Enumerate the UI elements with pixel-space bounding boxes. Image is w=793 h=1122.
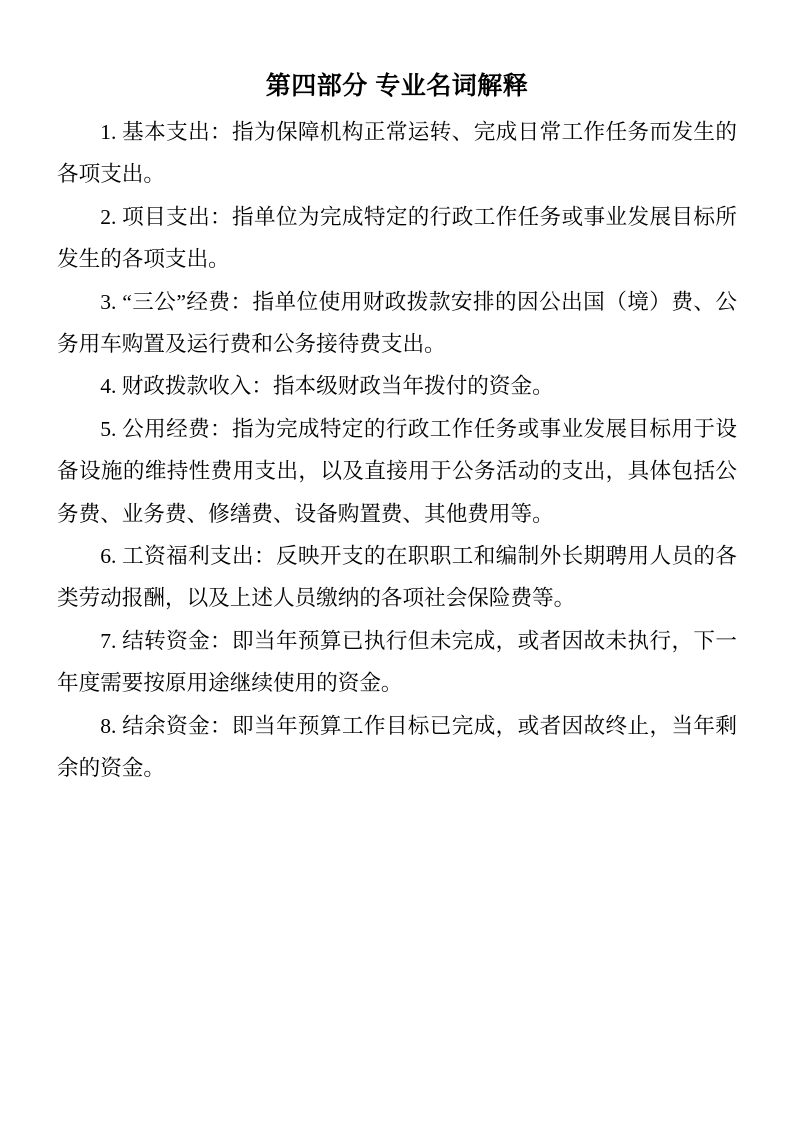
page-title: 第四部分 专业名词解释 bbox=[265, 72, 529, 100]
term-paragraph-surplus-funds: 8. 结余资金：即当年预算工作目标已完成，或者因故终止，当年剩余的资金。 bbox=[57, 713, 737, 781]
term-paragraph-wage-welfare-expenditure: 6. 工资福利支出：反映开支的在职职工和编制外长期聘用人员的各类劳动报酬，以及上述人员缴纳的各项社会保险费等。 bbox=[57, 544, 737, 611]
term-paragraph-public-funds: 5. 公用经费：指为完成特定的行政工作任务或事业发展目标用于设备设施的维持性费用支出，以及直接用于公务活动的支出，具体包括公务费、业务费、修缮费、设备购置费、其他费用等。 bbox=[57, 416, 737, 526]
term-paragraph-fiscal-appropriation-income: 4. 财政拨款收入：指本级财政当年拨付的资金。 bbox=[100, 374, 554, 399]
term-paragraph-three-public-funds: 3. “三公”经费：指单位使用财政拨款安排的因公出国（境）费、公务用车购置及运行费和公务接待费支出。 bbox=[57, 289, 737, 357]
term-paragraph-carryover-funds: 7. 结转资金：即当年预算已执行但未完成，或者因故未执行，下一年度需要按原用途继续使用的资金。 bbox=[57, 628, 737, 696]
term-paragraph-project-expenditure: 2. 项目支出：指单位为完成特定的行政工作任务或事业发展目标所发生的各项支出。 bbox=[57, 204, 737, 272]
terms-section bbox=[57, 111, 737, 790]
term-paragraph-basic-expenditure: 1. 基本支出：指为保障机构正常运转、完成日常工作任务而发生的各项支出。 bbox=[57, 120, 737, 187]
